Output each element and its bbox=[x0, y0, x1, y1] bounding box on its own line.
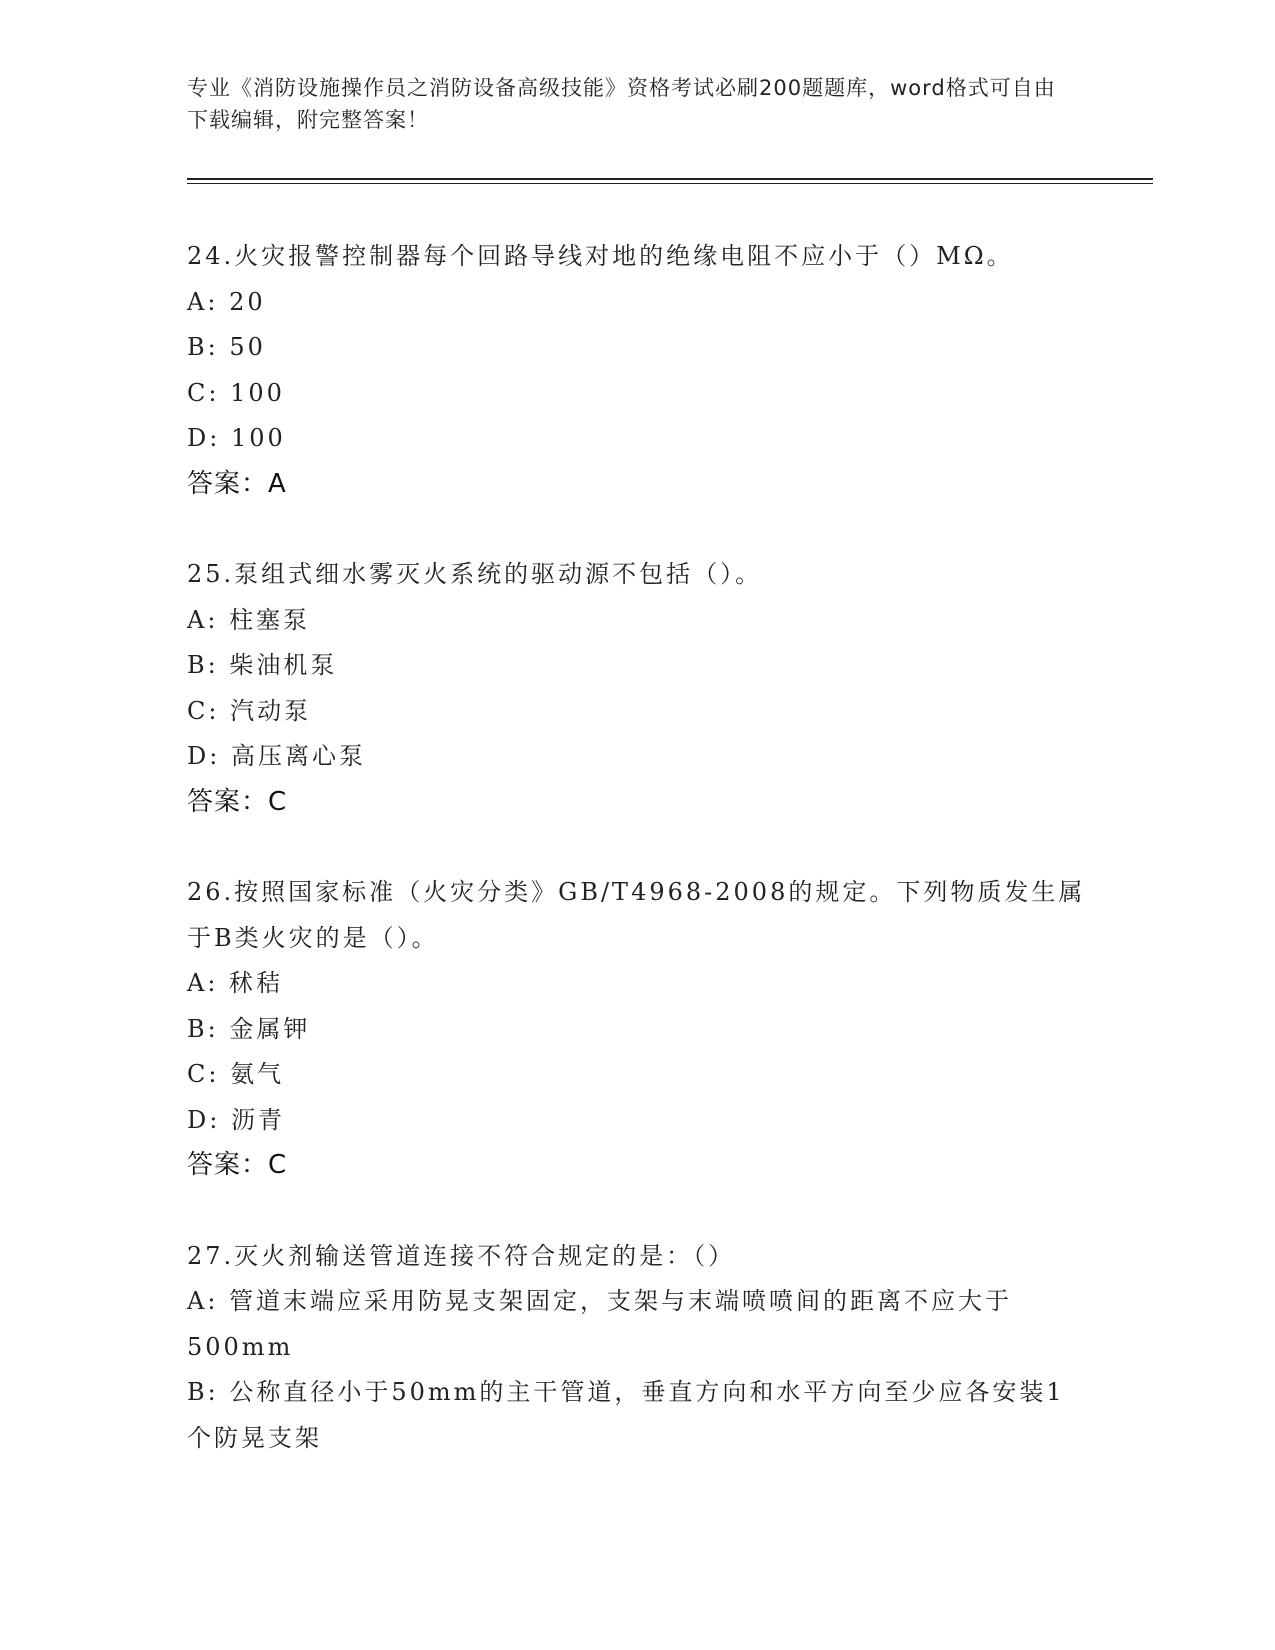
option-key: D: bbox=[187, 424, 221, 452]
option-text: 金属钾 bbox=[229, 1014, 311, 1043]
answer: 答案：C bbox=[187, 1150, 288, 1180]
option-a bbox=[187, 1279, 1087, 1370]
answer: 答案：A bbox=[187, 468, 287, 499]
header-divider-thin bbox=[187, 183, 1153, 184]
option-c bbox=[187, 689, 1087, 735]
option-key: A: bbox=[187, 1287, 219, 1315]
option-d bbox=[187, 416, 1087, 462]
option-key: C: bbox=[187, 1060, 220, 1088]
option-text: 高压离心泵 bbox=[230, 742, 366, 770]
option-key: A: bbox=[187, 969, 219, 997]
option-key: A: bbox=[187, 287, 219, 316]
option-text: 柱塞泵 bbox=[229, 605, 311, 634]
option-text: 汽动泵 bbox=[230, 696, 312, 725]
option-key: D: bbox=[187, 1105, 221, 1134]
option-text: 100 bbox=[230, 378, 285, 407]
option-d bbox=[187, 1098, 1087, 1144]
option-a bbox=[187, 961, 1087, 1007]
header-divider bbox=[187, 178, 1153, 180]
option-text: 50 bbox=[229, 333, 266, 361]
option-text: 秫秸 bbox=[229, 969, 284, 997]
question-stem: 24.火灾报警控制器每个回路导线对地的绝缘电阻不应小于（）MΩ。 bbox=[187, 242, 1014, 270]
option-text: 20 bbox=[229, 287, 266, 316]
question-27 bbox=[187, 1234, 1087, 1462]
option-text: 氨气 bbox=[230, 1060, 285, 1088]
option-b bbox=[187, 1370, 1087, 1461]
option-c bbox=[187, 1052, 1087, 1098]
option-b bbox=[187, 643, 1087, 689]
option-a bbox=[187, 598, 1087, 644]
answer: 答案：C bbox=[187, 786, 288, 817]
option-c bbox=[187, 371, 1087, 417]
option-key: A: bbox=[187, 605, 219, 634]
question-25 bbox=[187, 552, 1087, 825]
question-24 bbox=[187, 234, 1087, 507]
option-key: B: bbox=[187, 1014, 219, 1043]
question-stem: 27.灭火剂输送管道连接不符合规定的是：（） bbox=[187, 1241, 736, 1270]
option-key: B: bbox=[187, 651, 219, 679]
option-key: C: bbox=[187, 696, 220, 725]
option-d bbox=[187, 734, 1087, 780]
option-text: 柴油机泵 bbox=[229, 651, 338, 679]
option-key: D: bbox=[187, 742, 221, 770]
option-text: 100 bbox=[230, 424, 286, 452]
option-b bbox=[187, 325, 1087, 371]
option-key: B: bbox=[187, 1378, 219, 1406]
question-26 bbox=[187, 870, 1087, 1189]
option-key: B: bbox=[187, 333, 219, 361]
option-key: C: bbox=[187, 378, 220, 407]
option-a bbox=[187, 280, 1087, 326]
document-header: 专业《消防设施操作员之消防设备高级技能》资格考试必刷200题题库，word格式可自由下载编辑，附完整答案！ bbox=[187, 76, 1056, 132]
option-text: 管道末端应采用防晃支架固定，支架与末端喷喷间的距离不应大于500mm bbox=[187, 1287, 1013, 1361]
option-text: 沥青 bbox=[230, 1105, 285, 1134]
option-b bbox=[187, 1007, 1087, 1053]
question-stem: 25.泵组式细水雾灭火系统的驱动源不包括（）。 bbox=[187, 560, 763, 588]
option-text: 公称直径小于50mm的主干管道，垂直方向和水平方向至少应各安装1个防晃支架 bbox=[187, 1378, 1065, 1452]
question-list bbox=[187, 234, 1087, 1506]
question-stem: 26.按照国家标准（火灾分类》GB/T4968-2008的规定。下列物质发生属于B类火灾的是（）。 bbox=[187, 878, 1086, 952]
